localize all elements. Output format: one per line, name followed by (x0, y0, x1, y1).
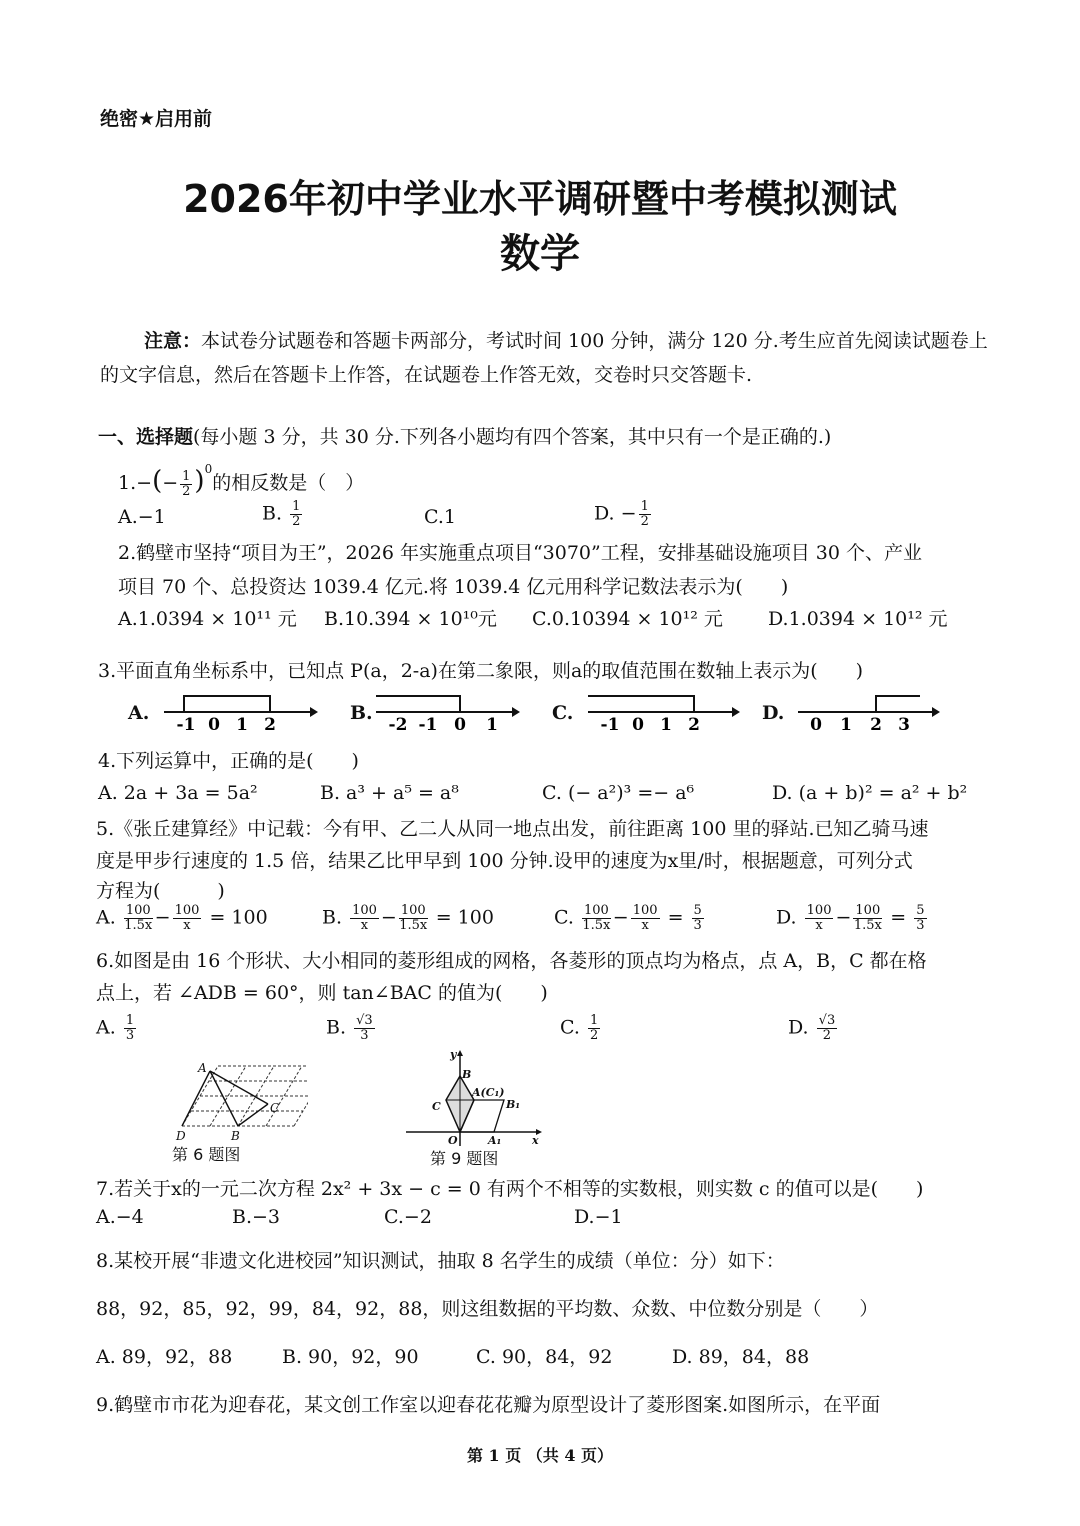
q3-option-a[interactable]: A. (128, 702, 150, 724)
q1-fraction: $\frac{1}{2}$ (182, 468, 191, 499)
q6-option-d[interactable]: D. $\frac{√3}{2}$ (788, 1013, 836, 1043)
question-2-line-2: 项目 70 个、总投资达 1039.4 亿元.将 1039.4 亿元用科学记数法表示为( ) (118, 576, 789, 598)
q7-option-b[interactable]: B.−3 (232, 1206, 281, 1228)
section-1-desc: (每小题 3 分，共 30 分.下列各小题均有四个答案，其中只有一个是正确的.) (193, 426, 832, 448)
q4-option-d[interactable]: D. (a + b)² = a² + b² (772, 782, 968, 804)
notice-text: 本试卷分试题卷和答题卡两部分，考试时间 100 分钟，满分 120 分.考生应首先阅读试题卷上的文字信息，然后在答题卡上作答，在试题卷上作答无效，交卷时只交答题卡. (100, 330, 988, 386)
question-4-stem: 4.下列运算中，正确的是( ) (98, 750, 359, 772)
q3-option-b[interactable]: B. (350, 702, 373, 724)
question-8-line-1: 8.某校开展“非遗文化进校园”知识测试，抽取 8 名学生的成绩（单位：分）如下： (96, 1250, 785, 1272)
tick-label: 0 (454, 715, 466, 734)
fig9-label-b: B (462, 1068, 472, 1081)
fig6-label-b: B (231, 1129, 240, 1143)
q5-option-d[interactable]: D. $\frac{100}{x}$ − $\frac{100}{1.5x}$ = $\frac{5}{3}$ (776, 903, 925, 933)
figure-9-caption: 第 9 题图 (430, 1149, 499, 1168)
fig9-label-o: O (448, 1134, 458, 1147)
q3-numberline-b (372, 688, 522, 734)
q1-stem-suffix: 的相反数是（ ） (212, 472, 365, 494)
question-5-line-3: 方程为( ) (96, 880, 225, 902)
tick-label: 0 (632, 715, 644, 734)
q4-option-b[interactable]: B. a³ + a⁵ = a⁸ (320, 782, 459, 804)
question-5-line-2: 度是甲步行速度的 1.5 倍，结果乙比甲早到 100 分钟.设甲的速度为x里/时，根据题意，可列分式 (96, 850, 913, 872)
q4-option-c[interactable]: C. (− a²)³ =− a⁶ (542, 782, 695, 804)
fig6-label-a: A (198, 1061, 207, 1075)
tick-label: 2 (688, 715, 700, 734)
q1-option-a[interactable]: A.−1 (118, 506, 166, 528)
tick-label: -2 (388, 715, 408, 734)
q7-option-d[interactable]: D.−1 (574, 1206, 623, 1228)
figure-9-coordinate-rhombus (404, 1048, 546, 1148)
q1-option-d[interactable]: D. − $\frac{1}{2}$ (594, 499, 649, 529)
fig9-label-a-c1: A(C₁) (472, 1086, 505, 1099)
question-9-line-1: 9.鹤壁市市花为迎春花，某文创工作室以迎春花花瓣为原型设计了菱形图案.如图所示，在平面 (96, 1394, 881, 1416)
tick-label: 1 (840, 715, 852, 734)
tick-label: 2 (870, 715, 882, 734)
tick-label: -1 (600, 715, 620, 734)
tick-label: 3 (898, 715, 910, 734)
tick-label: 2 (264, 715, 276, 734)
question-6-line-1: 6.如图是由 16 个形状、大小相同的菱形组成的网格，各菱形的顶点均为格点，点 A，B，C 都在格 (96, 950, 927, 972)
tick-label: -1 (418, 715, 438, 734)
q1-option-c[interactable]: C.1 (424, 506, 456, 528)
q5-option-b[interactable]: B. $\frac{100}{x}$ − $\frac{100}{1.5x}$ = 100 (322, 903, 494, 933)
fig6-label-d: D (176, 1129, 186, 1143)
q3-option-d[interactable]: D. (762, 702, 785, 724)
q8-option-b[interactable]: B. 90，92，90 (282, 1346, 419, 1368)
tick-label: 1 (486, 715, 498, 734)
exam-title: 2026年初中学业水平调研暨中考模拟测试 (183, 177, 897, 221)
exam-notice (100, 324, 990, 392)
section-1-title: 一、选择题 (98, 426, 194, 448)
tick-label: 1 (660, 715, 672, 734)
question-3-stem: 3.平面直角坐标系中，已知点 P(a，2-a)在第二象限，则a的取值范围在数轴上表示为( ) (98, 660, 864, 682)
q2-option-b[interactable]: B.10.394 × 10¹⁰元 (324, 608, 497, 630)
tick-label: 0 (810, 715, 822, 734)
q8-option-a[interactable]: A. 89，92，88 (96, 1346, 233, 1368)
q6-option-b[interactable]: B. $\frac{√3}{3}$ (326, 1013, 373, 1043)
question-2-line-1: 2.鹤壁市坚持“项目为王”，2026 年实施重点项目“3070”工程，安排基础设施项目 30 个、产业 (118, 542, 922, 564)
notice-label: 注意： (144, 330, 202, 352)
fig9-label-a1: A₁ (488, 1134, 502, 1147)
q1-prefix: 1.− (118, 472, 153, 494)
q7-option-a[interactable]: A.−4 (96, 1206, 144, 1228)
q3-option-c[interactable]: C. (552, 702, 574, 724)
question-1-stem: 1.−(− $\frac{1}{2}$ )$^0$的相反数是（ ） (118, 462, 365, 499)
q5-option-a[interactable]: A. $\frac{100}{1.5x}$ − $\frac{100}{x}$ = 100 (96, 903, 268, 933)
fig9-label-b1: B₁ (506, 1098, 521, 1111)
question-7-stem: 7.若关于x的一元二次方程 2x² + 3x − c = 0 有两个不相等的实数根，则实数 c 的值可以是( ) (96, 1178, 924, 1200)
exam-subject: 数学 (500, 231, 580, 277)
q6-option-a[interactable]: A. $\frac{1}{3}$ (96, 1013, 135, 1043)
q4-option-a[interactable]: A. 2a + 3a = 5a² (98, 782, 258, 804)
fig6-label-c: C (270, 1101, 280, 1115)
section-1-heading (98, 422, 831, 449)
q5-option-c[interactable]: C. $\frac{100}{1.5x}$ − $\frac{100}{x}$ = $\frac{5}{3}$ (554, 903, 702, 933)
fig9-label-x: x (532, 1134, 539, 1147)
q2-option-a[interactable]: A.1.0394 × 10¹¹ 元 (118, 608, 297, 630)
q7-option-c[interactable]: C.−2 (384, 1206, 432, 1228)
tick-label: 0 (208, 715, 220, 734)
q1-option-b[interactable]: B. $\frac{1}{2}$ (262, 499, 301, 529)
q8-option-d[interactable]: D. 89，84，88 (672, 1346, 810, 1368)
q2-option-c[interactable]: C.0.10394 × 10¹² 元 (532, 608, 723, 630)
fig9-label-y: y (450, 1048, 457, 1061)
q2-option-d[interactable]: D.1.0394 × 10¹² 元 (768, 608, 948, 630)
q3-numberline-c (584, 688, 744, 734)
tick-label: 1 (236, 715, 248, 734)
question-5-line-1: 5.《张丘建算经》中记载：今有甲、乙二人从同一地点出发，前往距离 100 里的驿站.已知乙骑马速 (96, 818, 929, 840)
question-6-line-2: 点上，若 ∠ADB = 60°，则 tan∠BAC 的值为( ) (96, 982, 548, 1004)
q8-option-c[interactable]: C. 90，84，92 (476, 1346, 613, 1368)
confidential-mark: 绝密★启用前 (100, 108, 213, 130)
q6-option-c[interactable]: C. $\frac{1}{2}$ (560, 1013, 599, 1043)
question-8-line-2: 88，92，85，92，99，84，92，88，则这组数据的平均数、众数、中位数分别是（ ） (96, 1298, 879, 1320)
q3-numberline-d (794, 688, 944, 734)
q3-numberline-a (160, 688, 320, 734)
figure-6-caption: 第 6 题图 (172, 1145, 241, 1164)
page-footer: 第 1 页 （共 4 页） (466, 1446, 614, 1465)
figure-6-rhombus-grid (168, 1052, 308, 1144)
tick-label: -1 (176, 715, 196, 734)
fig9-label-c: C (432, 1100, 441, 1113)
